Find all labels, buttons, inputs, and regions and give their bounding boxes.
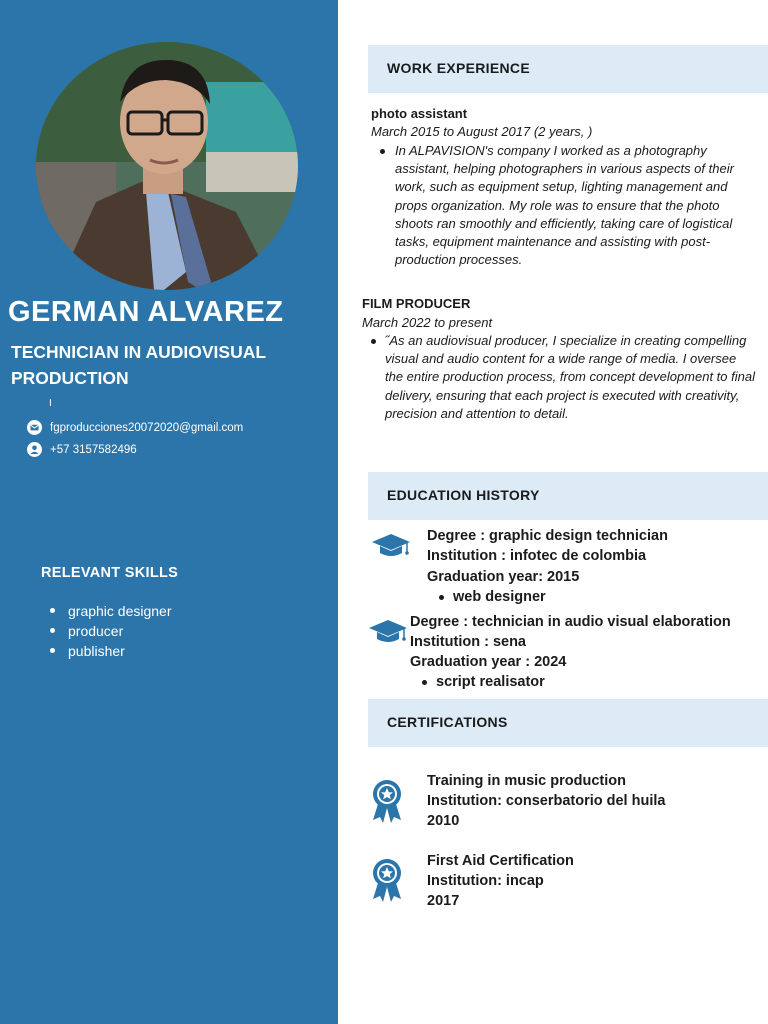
profile-photo	[36, 42, 298, 290]
education-degree: Degree : graphic design technician	[427, 528, 668, 544]
certifications-heading: CERTIFICATIONS	[387, 714, 508, 730]
certification-name: First Aid Certification	[427, 853, 574, 869]
bullet	[439, 595, 444, 600]
skill-item: publisher	[50, 641, 172, 661]
education-degree: Degree : technician in audio visual elaboration	[410, 614, 731, 630]
phone-contact[interactable]	[27, 442, 137, 457]
education-header	[368, 472, 768, 520]
certifications-header	[368, 699, 768, 747]
email-contact[interactable]	[27, 420, 243, 435]
education-heading: EDUCATION HISTORY	[387, 487, 540, 503]
certification-name: Training in music production	[427, 773, 626, 789]
bullet	[380, 149, 385, 154]
bullet	[422, 680, 427, 685]
user-circle-icon	[27, 442, 42, 457]
job-description: ˝As an audiovisual producer, I specialize in creating compelling visual and audio content for a wide range of media. I oversee the entire production process, from concept development to final delivery, ensuring that each project is executed with creativity, precision and attention to detail.	[385, 333, 755, 421]
education-year: Graduation year: 2015	[427, 569, 580, 585]
education-institution: Institution : infotec de colombia	[427, 548, 647, 564]
certification-institution: Institution: incap	[427, 873, 544, 889]
bullet	[371, 339, 376, 344]
sidebar	[0, 0, 338, 1024]
certification-institution: Institution: conserbatorio del huila	[427, 793, 666, 809]
award-ribbon-icon	[370, 778, 404, 824]
job-title: FILM PRODUCER	[362, 296, 471, 311]
skills-heading: RELEVANT SKILLS	[41, 565, 179, 581]
education-institution: Institution : sena	[410, 634, 526, 650]
separator-mark: I	[49, 398, 52, 409]
email-text[interactable]: fgproducciones20072020@gmail.com	[50, 421, 244, 434]
profile-photo-image	[36, 42, 298, 290]
award-ribbon-icon	[370, 857, 404, 903]
job-date: March 2015 to August 2017 (2 years, )	[371, 124, 593, 139]
skill-item: graphic designer	[50, 601, 172, 621]
graduation-cap-icon	[368, 618, 408, 644]
mail-icon	[27, 420, 42, 435]
education-extra: web designer	[453, 589, 546, 605]
skills-list	[50, 601, 172, 661]
skill-item: producer	[50, 621, 172, 641]
education-year: Graduation year : 2024	[410, 654, 567, 670]
profile-name: GERMAN ALVAREZ	[8, 296, 284, 328]
graduation-cap-icon	[371, 532, 411, 558]
job-description: In ALPAVISION's company I worked as a photography assistant, helping photographers in various aspects of their work, such as equipment setup, lighting management and props organization. My role was to ensure that the photo shoots ran smoothly and efficiently, taking care of logistical tasks, equipment maintenance and assisting with post-production processes.	[395, 143, 734, 268]
job-title: photo assistant	[371, 106, 468, 121]
profile-title: TECHNICIAN IN AUDIOVISUAL PRODUCTION	[11, 342, 266, 388]
job-date: March 2022 to present	[362, 315, 493, 330]
work-experience-header	[368, 45, 768, 93]
education-extra: script realisator	[436, 674, 545, 690]
phone-text[interactable]: +57 3157582496	[50, 443, 137, 456]
certification-year: 2010	[427, 813, 460, 829]
certification-year: 2017	[427, 893, 460, 909]
work-experience-heading: WORK EXPERIENCE	[387, 60, 530, 76]
